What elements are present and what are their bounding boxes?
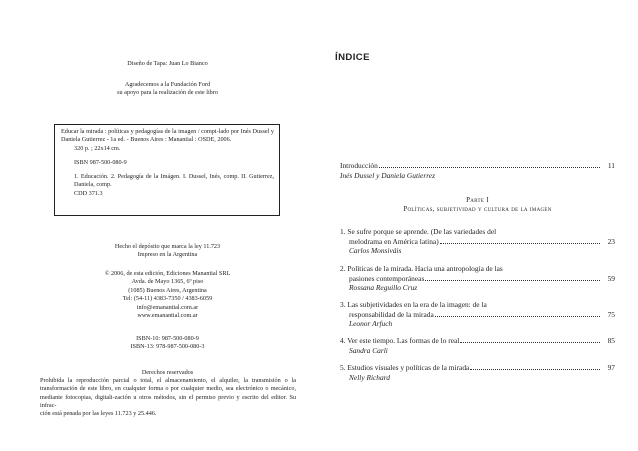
part-heading — [340, 196, 615, 214]
isbn-10: ISBN-10: 987-500-080-9 — [136, 335, 199, 342]
index-title: ÍNDICE — [335, 52, 370, 63]
toc-entry-title: 5. Estudios visuales y políticas de la mirada — [340, 363, 470, 372]
cip-dewey: CDD 371.3 — [74, 189, 103, 197]
right-page — [319, 0, 638, 451]
cip-isbn: ISBN 987-500-080-9 — [74, 158, 127, 166]
toc-item-5[interactable] — [340, 363, 615, 382]
part-title: Políticas, subjetividad y cultura de la imagen — [403, 205, 552, 213]
rights-text: Prohibida la reproducción parcial o total, el almacenamiento, el alquiler, la transmisión o la transformación de este libro, en cualquier forma o por cualquier medio, sea electrónico o mecánico, mediante fotocopias, digitali-zación u otros métodos, sin el permiso previo y escrito del editor. Su infrac- — [40, 377, 296, 409]
dot-leader — [440, 243, 600, 244]
publisher-line: (1085) Buenos Aires, Argentina — [128, 286, 207, 294]
toc-author: Sandra Carli — [349, 345, 388, 355]
isbn-13: ISBN-13: 978-987-500-080-3 — [130, 343, 205, 351]
dot-leader — [425, 280, 600, 281]
toc-entry-title: Introducción — [340, 161, 378, 170]
legal-deposit-line-2: Impreso en la Argentina — [137, 251, 198, 259]
publisher-line: Tel: (54-11) 4383-7350 / 4383-6059 — [122, 295, 213, 303]
rights-notice — [40, 377, 296, 418]
cip-entry: Educar la mirada : políticas y pedagogías de la imagen / compi-lado por Inés Dussel y Daniela Gutierrez - 1a ed. - Buenos Aires : Manantial : OSDE, 2006. — [61, 128, 274, 144]
toc-entry-title-cont: responsabilidad de la mirada — [349, 309, 434, 319]
toc-page-number: 97 — [607, 363, 615, 372]
toc-item-3[interactable] — [340, 300, 615, 329]
legal-deposit-line-1: Hecho el depósito que marca la ley 11.723 — [114, 243, 221, 250]
cip-subjects: 1. Educación. 2. Pedagogía de la Imágen. I. Dussel, Inés, comp. II. Gutierrez, Daniela, comp. — [74, 173, 274, 189]
toc-page-number: 59 — [607, 273, 615, 283]
dot-leader — [460, 342, 600, 343]
toc-entry-title-cont: pasiones contemporáneas — [349, 273, 425, 283]
cover-design-credit: Diseño de Tapa: Juan Lo Bianco — [127, 60, 208, 67]
rights-heading: Derechos reservados — [141, 369, 194, 376]
toc-author: Nelly Richard — [349, 372, 390, 382]
toc-author: Carlos Monsiváis — [349, 246, 402, 256]
part-label: Parte I — [466, 196, 489, 204]
publisher-line: © 2006, de esta edición, Ediciones Manantial SRL — [104, 270, 231, 277]
toc-item-4[interactable] — [340, 336, 615, 355]
toc-entry-title: 2. Políticas de la mirada. Hacia una antropología de las — [340, 264, 503, 273]
dot-leader — [379, 167, 600, 168]
toc-page-number: 11 — [607, 161, 615, 170]
toc-intro[interactable] — [340, 161, 615, 180]
toc-entry-title: 1. Se sufre porque se aprende. (De las variedades del — [340, 227, 497, 236]
toc-author: Inés Dussel y Daniela Gutierrez — [340, 170, 435, 180]
toc-item-1[interactable] — [340, 227, 615, 256]
toc-author: Rossana Reguillo Cruz — [349, 283, 418, 293]
legal-deposit — [40, 243, 295, 260]
dot-leader — [435, 316, 600, 317]
isbn-block — [40, 335, 295, 352]
toc-page-number: 75 — [607, 309, 615, 319]
publisher-info — [40, 270, 295, 320]
toc-entry-title: 4. Ver este tiempo. Las formas de lo real — [340, 336, 460, 345]
toc-entry-title: 3. Las subjetividades en la era de la imagen: de la — [340, 300, 487, 309]
cataloging-record-box — [54, 124, 280, 216]
toc-entry-title-cont: melodrama en América latina) — [349, 236, 439, 246]
acknowledgement-line-2: su apoyo para la realización de este libro — [117, 89, 218, 97]
toc-page-number: 85 — [607, 336, 615, 345]
acknowledgement — [40, 81, 295, 98]
cip-physical-description: 320 p. ; 22x14 cm. — [74, 144, 121, 152]
publisher-website: www.emanantial.com.ar — [137, 312, 198, 320]
dot-leader — [470, 369, 600, 370]
rights-text-last: ción está penada por las leyes 11.723 y 25.446. — [40, 410, 157, 418]
toc-page-number: 23 — [607, 236, 615, 246]
publisher-email: info@emanantial.com.ar — [136, 303, 199, 311]
toc-author: Leonor Arfuch — [349, 319, 393, 329]
publisher-line: Avda. de Mayo 1365, 6º piso — [131, 278, 204, 286]
toc-item-2[interactable] — [340, 264, 615, 293]
acknowledgement-line-1: Agradecemos a la Fundación Ford — [124, 81, 211, 88]
